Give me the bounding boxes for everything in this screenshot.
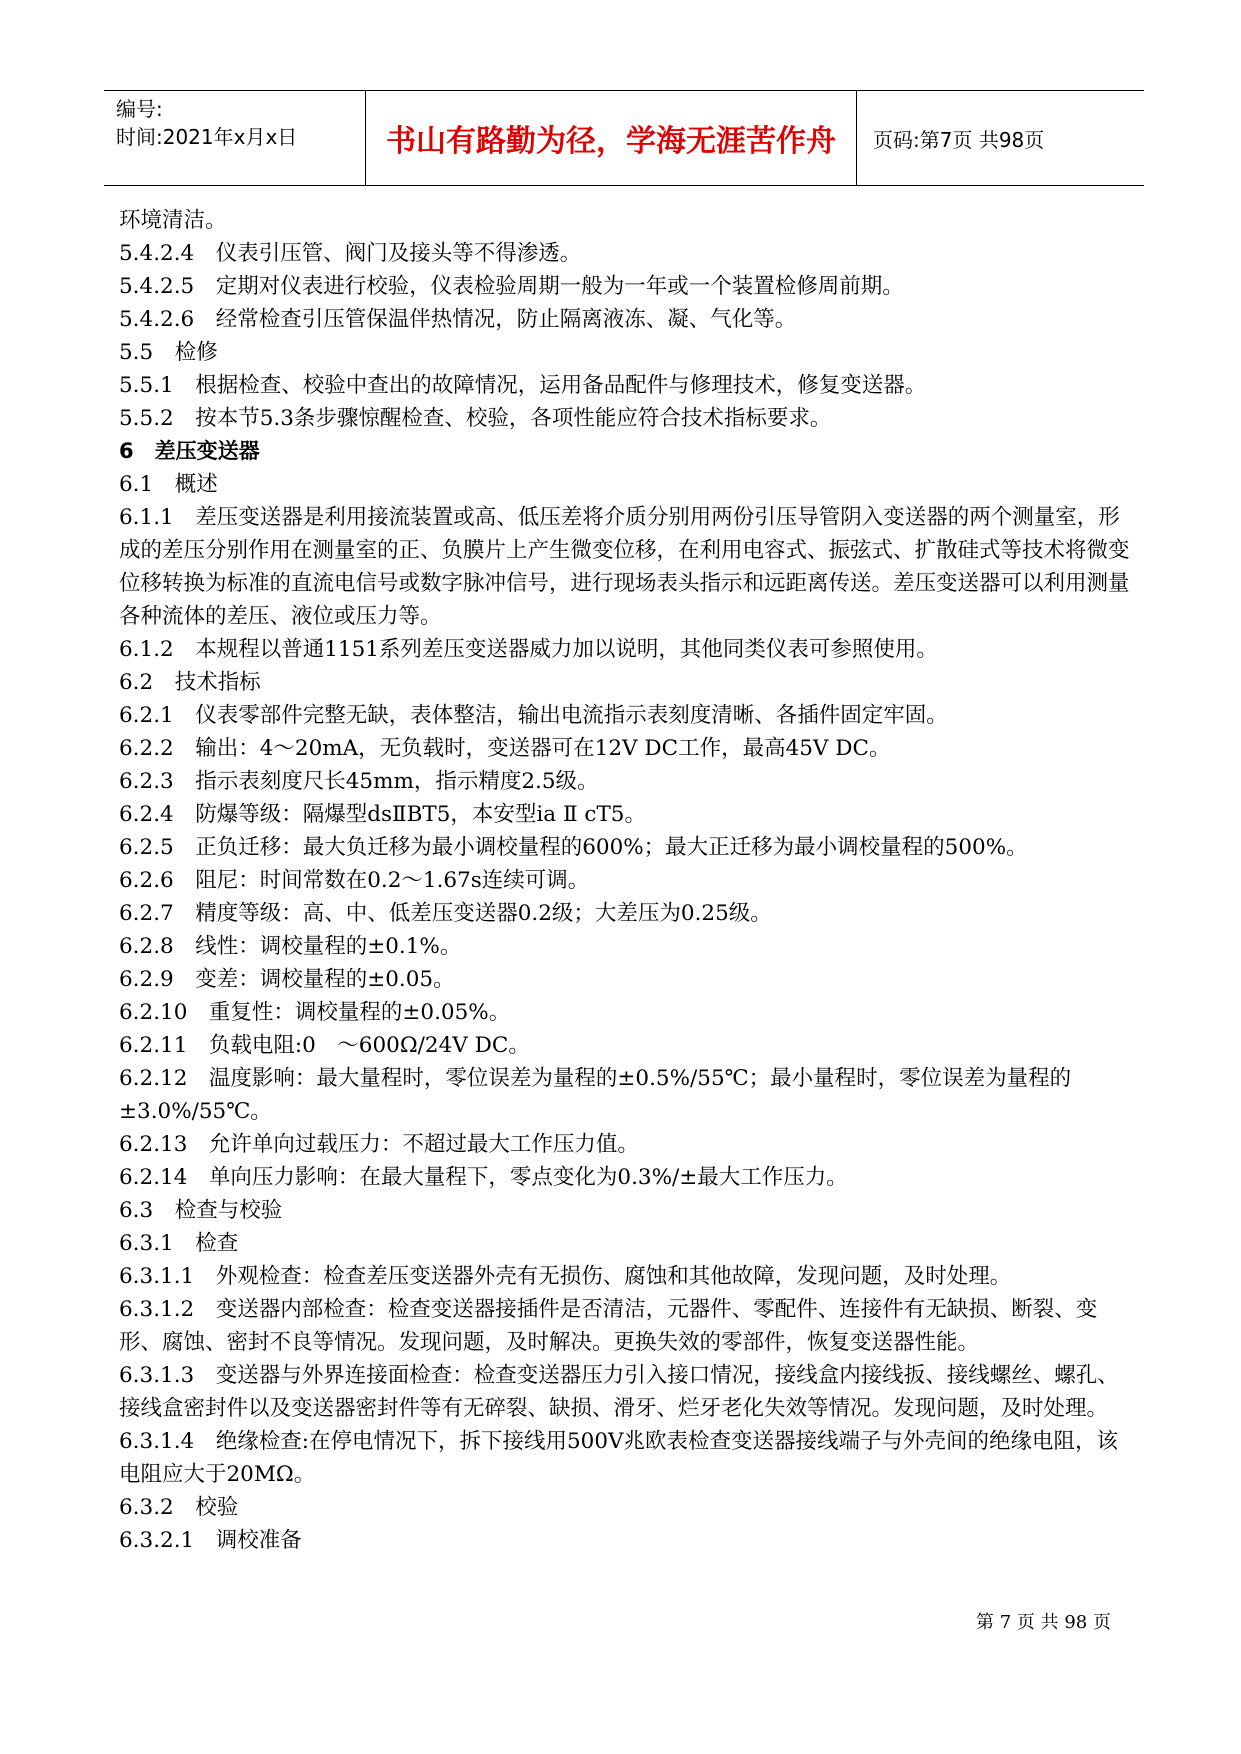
- section-heading: 6.1 概述: [119, 472, 218, 497]
- paragraph: 6.3.1.1 外观检查：检查差压变送器外壳有无损伤、腐蚀和其他故障，发现问题，及时处理。: [119, 1264, 1012, 1289]
- paragraph: 5.4.2.6 经常检查引压管保温伴热情况，防止隔离液冻、凝、气化等。: [119, 307, 797, 332]
- paragraph: 6.3.2.1 调校准备: [119, 1528, 302, 1553]
- header-left-cell: [104, 91, 366, 185]
- paragraph: 6.2.1 仪表零部件完整无缺，表体整洁，输出电流指示表刻度清晰、各插件固定牢固。: [119, 703, 948, 728]
- paragraph: 6.2.10 重复性：调校量程的±0.05%。: [119, 1000, 511, 1025]
- paragraph: 6.2.9 变差：调校量程的±0.05。: [119, 967, 455, 992]
- paragraph: 5.5.1 根据检查、校验中查出的故障情况，运用备品配件与修理技术，修复变送器。: [119, 373, 927, 398]
- page-label: 页码:第7页 共98页: [873, 127, 1045, 152]
- subsection-heading: 6.3.2 校验: [119, 1495, 239, 1520]
- paragraph: 5.4.2.4 仪表引压管、阀门及接头等不得渗透。: [119, 241, 582, 266]
- paragraph: 6.2.6 阻尼：时间常数在0.2～1.67s连续可调。: [119, 868, 590, 893]
- paragraph: 环境清洁。: [119, 208, 227, 233]
- page-footer: 第 7 页 共 98 页: [976, 1612, 1111, 1633]
- paragraph: 6.2.4 防爆等级：隔爆型dsⅡBT5，本安型ia Ⅱ cT5。: [119, 802, 646, 827]
- paragraph: 6.2.12 温度影响：最大量程时，零位误差为量程的±0.5%/55℃；最小量程时，零位误差为量程的±3.0%/55℃。: [119, 1066, 1072, 1124]
- document-header: [104, 90, 1144, 186]
- paragraph: 6.1.1 差压变送器是利用接流装置或高、低压差将介质分别用两份引压导管阴入变送器的两个测量室，形成的差压分别作用在测量室的正、负膜片上产生微变位移，在利用电容式、振弦式、扩散硅式等技术将微变位移转换为标准的直流电信号或数字脉冲信号，进行现场表头指示和远距离传送。差压变送器可以利用测量各种流体的差压、液位或压力等。: [119, 505, 1130, 629]
- paragraph: 5.5.2 按本节5.3条步骤惊醒检查、校验，各项性能应符合技术指标要求。: [119, 406, 832, 431]
- paragraph: 5.4.2.5 定期对仪表进行校验，仪表检验周期一般为一年或一个装置检修周前期。: [119, 274, 904, 299]
- paragraph: 6.1.2 本规程以普通1151系列差压变送器威力加以说明，其他同类仪表可参照使用。: [119, 637, 938, 662]
- chapter-heading: 6 差压变送器: [119, 439, 260, 463]
- section-heading: 6.2 技术指标: [119, 670, 261, 695]
- paragraph: 6.3.1.3 变送器与外界连接面检查：检查变送器压力引入接口情况，接线盒内接线扳、接线螺丝、螺孔、接线盒密封件以及变送器密封件等有无碎裂、缺损、滑牙、烂牙老化失效等情况。发现问题，及时处理。: [119, 1363, 1119, 1421]
- document-body: [119, 204, 1131, 1557]
- number-label: 编号:: [116, 97, 163, 121]
- subsection-heading: 6.3.1 检查: [119, 1231, 239, 1256]
- section-heading: 6.3 检查与校验: [119, 1198, 283, 1223]
- paragraph: 6.3.1.4 绝缘检查:在停电情况下，拆下接线用500V兆欧表检查变送器接线端子与外壳间的绝缘电阻，该电阻应大于20MΩ。: [119, 1429, 1119, 1487]
- paragraph: 6.2.2 输出：4～20mA，无负载时，变送器可在12V DC工作，最高45V DC。: [119, 736, 891, 761]
- paragraph: 6.2.13 允许单向过载压力：不超过最大工作压力值。: [119, 1132, 639, 1157]
- time-label: 时间:2021年x月x日: [116, 125, 298, 149]
- motto: 书山有路勤为径，学海无涯苦作舟: [366, 91, 857, 185]
- section-heading: 5.5 检修: [119, 340, 218, 365]
- paragraph: 6.2.7 精度等级：高、中、低差压变送器0.2级；大差压为0.25级。: [119, 901, 772, 926]
- paragraph: 6.2.11 负载电阻:0 ～600Ω/24V DC。: [119, 1033, 530, 1058]
- paragraph: 6.2.14 单向压力影响：在最大量程下，零点变化为0.3%/±最大工作压力。: [119, 1165, 848, 1190]
- paragraph: 6.2.8 线性：调校量程的±0.1%。: [119, 934, 462, 959]
- paragraph: 6.2.5 正负迁移：最大负迁移为最小调校量程的600%；最大正迁移为最小调校量程的500%。: [119, 835, 1028, 860]
- paragraph: 6.3.1.2 变送器内部检查：检查变送器接插件是否清洁，元器件、零配件、连接件有无缺损、断裂、变形、腐蚀、密封不良等情况。发现问题，及时解决。更换失效的零部件，恢复变送器性能。: [119, 1297, 1098, 1355]
- paragraph: 6.2.3 指示表刻度尺长45mm，指示精度2.5级。: [119, 769, 599, 794]
